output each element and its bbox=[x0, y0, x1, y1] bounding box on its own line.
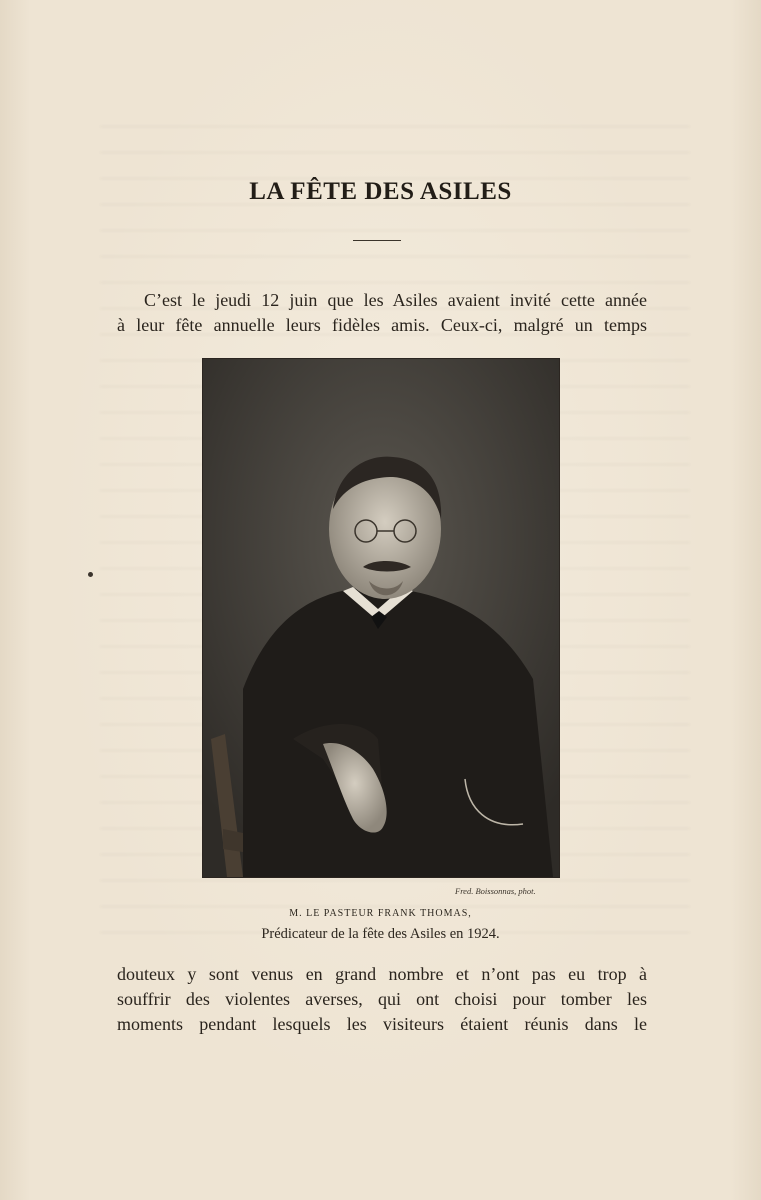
paragraph-line: souffrir des violentes averses, qui ont choisi pour tomber les bbox=[117, 989, 647, 1009]
paragraph-line: à leur fête annuelle leurs fidèles amis. Ceux-ci, malgré un temps bbox=[117, 315, 647, 335]
caption-name: M. LE PASTEUR FRANK THOMAS, bbox=[289, 908, 472, 919]
portrait-photograph bbox=[202, 358, 560, 878]
paragraph-line: douteux y sont venus en grand nombre et n’ont pas eu trop à bbox=[117, 964, 647, 984]
paragraph-opening bbox=[117, 288, 647, 338]
article-title: LA FÊTE DES ASILES bbox=[249, 178, 512, 205]
photo-credit: Fred. Boissonnas, phot. bbox=[455, 886, 536, 896]
title-divider bbox=[353, 240, 401, 241]
paragraph-continued bbox=[117, 962, 647, 1037]
paragraph-line: C’est le jeudi 12 juin que les Asiles avaient invité cette année bbox=[144, 290, 647, 310]
paragraph-line: moments pendant lesquels les visiteurs étaient réunis dans le bbox=[117, 1014, 647, 1034]
ink-speck bbox=[88, 572, 93, 577]
caption-description: Prédicateur de la fête des Asiles en 1924. bbox=[261, 926, 500, 942]
